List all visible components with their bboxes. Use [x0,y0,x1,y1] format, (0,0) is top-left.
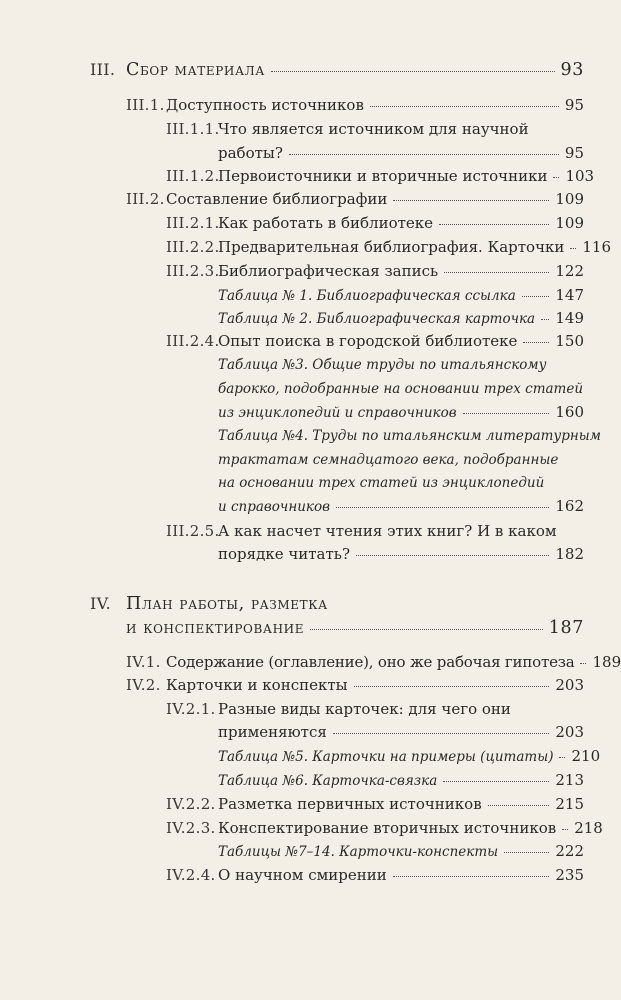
entry-title: О научном смирении [218,866,387,884]
dot-leader [336,506,549,508]
entry-title: Опыт поиска в городской библиотеке [218,332,518,350]
section-number: III.2.1. [166,214,220,232]
dot-leader [541,318,549,320]
table-entry-line: Таблица №3. Общие труды по итальянскому [218,357,547,373]
dot-leader [504,851,549,853]
dot-leader [333,732,550,734]
toc-entry [166,166,595,186]
entry-title: Первоисточники и вторичные источники [218,167,548,185]
entry-title-cont: работы? [218,144,283,162]
dot-leader [444,271,549,273]
dot-leader [393,875,550,877]
page-number: 150 [555,332,584,350]
entry-title: Конспектирование вторичных источников [218,819,557,837]
page-number: 189 [592,653,621,671]
toc-entry [126,675,584,695]
entry-title: Карточки и конспекты [166,676,348,694]
page-number: 93 [560,60,584,80]
toc-entry [166,865,584,885]
page-number: 203 [555,723,584,741]
dot-leader [393,199,549,201]
toc-entry [166,213,584,233]
page-number: 222 [555,842,584,860]
chapter-title: Сбор материала [126,60,265,80]
entry-title: Как работать в библиотеке [218,214,434,232]
page-number: 213 [555,771,584,789]
page-number: 109 [555,214,584,232]
page-number: 103 [565,167,595,185]
table-entry-line: на основании трех статей из энциклопедий [218,475,545,491]
table-entry [218,402,584,423]
page-number: 160 [555,403,584,421]
chapter-number: III. [90,60,116,79]
dot-leader [271,70,555,72]
section-number: III.2. [126,190,165,208]
page-number: 187 [548,618,584,638]
dot-leader [559,756,565,758]
table-entry [218,770,584,791]
table-entry [218,746,601,767]
page-number: 162 [555,497,584,515]
entry-title-cont: применяются [218,723,327,741]
page-number: 210 [571,747,601,765]
dot-leader [443,780,549,782]
table-title: Таблица № 2. Библиографическая карточка [218,311,536,327]
table-title-cont: из энциклопедий и справочников [218,405,457,421]
toc-entry-line [166,119,529,139]
dot-leader [356,554,549,556]
toc-entry [218,722,584,742]
dot-leader [488,804,550,806]
dot-leader [289,153,559,155]
dot-leader [570,247,576,249]
chapter-entry [90,60,584,80]
table-entry [218,496,584,517]
dot-leader [523,341,549,343]
page-number: 95 [564,144,584,162]
entry-title: Составление библиографии [166,190,388,208]
dot-leader [354,685,550,687]
toc-entry [166,331,584,351]
chapter-title: План работы, разметка [126,594,328,614]
section-number: III.2.2. [166,238,220,256]
page-number: 109 [555,190,584,208]
table-title: Таблица №5. Карточки на примеры (цитаты) [218,749,554,765]
entry-title-cont: порядке читать? [218,545,351,563]
section-number: III.2.5. [166,522,220,540]
page-number: 203 [555,676,584,694]
entry-title: Доступность источников [166,96,364,114]
section-number: III.1.1. [166,120,220,138]
page-number: 116 [582,238,611,256]
section-number: IV.2.3. [166,819,216,837]
dot-leader [522,295,550,297]
toc-entry [126,189,584,209]
page-number: 147 [555,286,584,304]
section-number: IV.2.2. [166,795,216,813]
table-entry [218,285,584,306]
page-number: 149 [555,309,584,327]
dot-leader [553,176,559,178]
section-number: IV.2. [126,676,161,694]
chapter-title-cont: и конспектирование [126,618,305,638]
page-number: 218 [574,819,603,837]
dot-leader [310,628,543,630]
toc-entry [166,818,603,838]
dot-leader [370,105,559,107]
table-title: Таблицы №7–14. Карточки-конспекты [218,844,499,860]
entry-title: Библиографическая запись [218,262,439,280]
chapter-number: IV. [90,594,112,613]
toc-entry [166,261,584,281]
table-title-cont: и справочников [218,499,330,515]
section-number: III.1. [126,96,165,114]
toc-entry [166,794,584,814]
toc-entry [218,544,584,564]
table-entry [218,841,584,862]
section-number: III.2.4. [166,332,220,350]
table-entry-line: барокко, подобранные на основании трех статей [218,381,584,397]
page-number: 182 [555,545,584,563]
page-number: 122 [555,262,584,280]
toc-entry-line [166,521,557,541]
toc-entry [166,237,611,257]
page-number: 95 [564,96,584,114]
entry-title: А как насчет чтения этих книг? И в каком [218,522,557,540]
entry-title: Предварительная библиография. Карточки [218,238,565,256]
dot-leader [580,662,586,664]
page-number: 235 [555,866,584,884]
section-number: III.2.3. [166,262,220,280]
chapter-entry-line [90,594,328,614]
entry-title: Что является источником для научной [218,120,529,138]
dot-leader [463,412,550,414]
page-number: 215 [555,795,584,813]
entry-title: Содержание (оглавление), оно же рабочая гипотеза [166,653,575,671]
chapter-entry [126,618,584,638]
table-title: Таблица № 1. Библиографическая ссылка [218,288,516,304]
table-entry [218,308,584,329]
toc-entry [126,652,621,672]
table-entry-line: Таблица №4. Труды по итальянским литературным [218,428,601,444]
toc-entry [126,95,584,115]
table-title: Таблица №6. Карточка-связка [218,773,438,789]
section-number: IV.1. [126,653,161,671]
dot-leader [439,223,549,225]
table-entry-line: трактатам семнадцатого века, подобранные [218,452,559,468]
toc-entry-line [166,699,511,719]
section-number: IV.2.4. [166,866,216,884]
dot-leader [562,828,568,830]
entry-title: Разные виды карточек: для чего они [218,700,511,718]
entry-title: Разметка первичных источников [218,795,482,813]
section-number: III.1.2. [166,167,220,185]
section-number: IV.2.1. [166,700,216,718]
toc-entry [218,143,584,163]
